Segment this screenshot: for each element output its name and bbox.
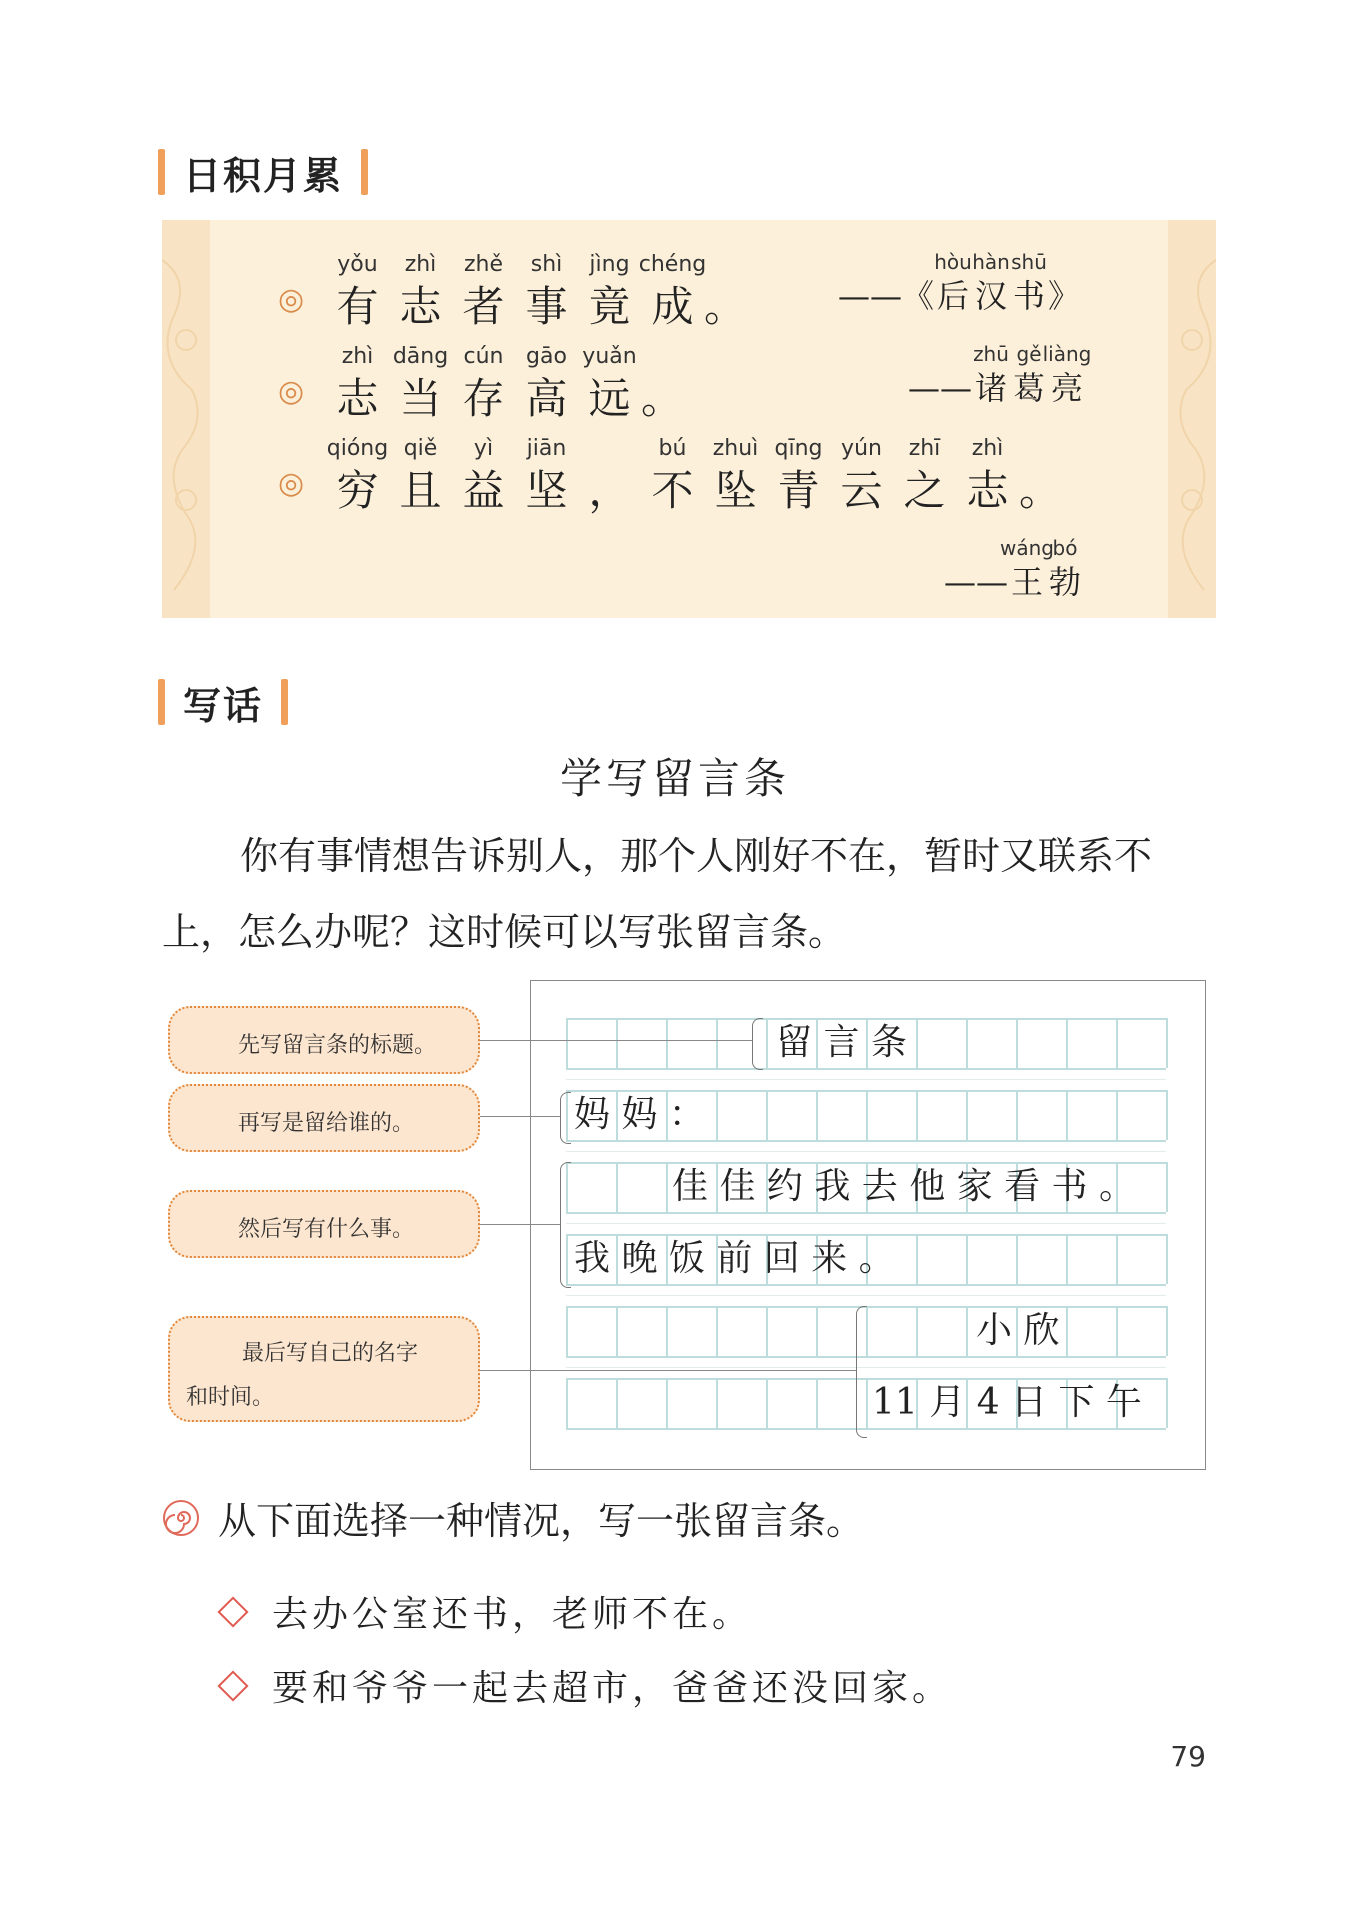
ruby-char (1042, 342, 1092, 408)
grid-line (966, 1306, 968, 1356)
heading-bar-left (158, 149, 165, 195)
sample-body-1: 佳 佳 约 我 去 他 家 看 书 。 (672, 1166, 1135, 1207)
ruby-char (972, 250, 1010, 316)
grid-line (716, 1306, 718, 1356)
grid-line (1116, 1234, 1118, 1284)
bracket-title (752, 1018, 763, 1070)
hanzi: 诸 (974, 369, 1007, 407)
hanzi: 葛 (1012, 369, 1045, 407)
section-title: 写话 (183, 683, 264, 728)
grid-line (766, 1306, 768, 1356)
ruby-char (956, 436, 1019, 516)
ruby-char (578, 344, 641, 424)
task-prompt (162, 1490, 864, 1545)
hanzi: 不 (651, 466, 694, 515)
grid-line (566, 1140, 1166, 1142)
grid-line (1166, 1090, 1168, 1140)
leader-line-signature (480, 1370, 856, 1371)
hanzi: 远 (588, 374, 631, 423)
note-text: 和时间。 (186, 1385, 275, 1410)
grid-line (666, 1378, 668, 1428)
sample-name: 小 欣 (976, 1310, 1060, 1351)
grid-line (1166, 1306, 1168, 1356)
section-title: 日积月累 (183, 153, 344, 198)
pinyin: dāng (392, 344, 449, 369)
leader-line-recipient (480, 1116, 560, 1117)
pinyin: gě (1016, 342, 1042, 366)
quote-end-punct: 。 (704, 282, 747, 331)
hanzi: 事 (525, 282, 568, 331)
grid-line (616, 1378, 618, 1428)
pinyin: qióng (326, 436, 389, 461)
ruby-char (1046, 536, 1084, 602)
ruby-char (452, 252, 515, 332)
note-text: 先写留言条的标题。 (238, 1033, 437, 1058)
hanzi: 存 (462, 374, 505, 423)
ruby-char (704, 436, 767, 516)
quote-source (908, 342, 1092, 408)
hanzi: 勃 (1048, 563, 1081, 601)
grid-line (816, 1306, 818, 1356)
paragraph-line-2: 上，怎么办呢？这时候可以写张留言条。 (162, 910, 847, 954)
quote-line (326, 344, 684, 424)
grid-line (566, 1378, 568, 1428)
grid-line (1016, 1234, 1018, 1284)
grid-line (566, 1151, 1166, 1152)
grid-line (866, 1090, 868, 1140)
quote-bullet-icon: ◎ (278, 374, 305, 409)
pinyin: cún (463, 344, 504, 369)
grid-line (616, 1162, 618, 1212)
pinyin: zhě (463, 252, 504, 277)
grid-line (1066, 1018, 1068, 1068)
pinyin: qīng (774, 436, 823, 461)
pinyin: zhì (404, 252, 437, 277)
grid-line (616, 1018, 618, 1068)
grid-line (566, 1212, 1166, 1214)
note-content (168, 1190, 480, 1258)
heading-bar-left (158, 679, 165, 725)
grid-line (716, 1378, 718, 1428)
quote-bullet-icon: ◎ (278, 466, 305, 501)
grid-line (1066, 1234, 1068, 1284)
note-title (168, 1006, 480, 1074)
quote-end-punct: 。 (1019, 466, 1062, 515)
spiral-icon (162, 1499, 200, 1537)
ruby-char (972, 342, 1010, 408)
quote-line (326, 436, 1062, 516)
quote-line (326, 252, 747, 332)
grid-line (966, 1234, 968, 1284)
hanzi: 志 (336, 374, 379, 423)
grid-line (966, 1018, 968, 1068)
grid-line (666, 1306, 668, 1356)
leader-line-title (480, 1040, 752, 1041)
hanzi: 志 (399, 282, 442, 331)
ruby-char (578, 436, 641, 516)
grid-line (1016, 1090, 1018, 1140)
grid-line (916, 1018, 918, 1068)
bracket-recipient (560, 1092, 571, 1144)
pinyin: liàng (1042, 342, 1092, 366)
grid-line (916, 1234, 918, 1284)
pinyin: wáng (1000, 536, 1054, 560)
ruby-char (389, 252, 452, 332)
option-item (222, 1586, 752, 1637)
grid-line (566, 1284, 1166, 1286)
option-text: 要和爷爷一起去超市，爸爸还没回家。 (272, 1668, 953, 1709)
ruby-char (326, 344, 389, 424)
section-heading-accumulate (158, 142, 368, 202)
ruby-char (641, 436, 704, 516)
pinyin: chéng (638, 252, 707, 277)
ruby-char (515, 252, 578, 332)
grid-line (1166, 1378, 1168, 1428)
pinyin: zhì (341, 344, 374, 369)
grid-line (1166, 1018, 1168, 1068)
grid-line (766, 1090, 768, 1140)
heading-bar-right (361, 149, 368, 195)
grid-line (766, 1018, 768, 1068)
grid-line (1116, 1090, 1118, 1140)
grid-line (616, 1306, 618, 1356)
grid-line (766, 1378, 768, 1428)
hanzi: 高 (525, 374, 568, 423)
pinyin: gāo (526, 344, 567, 369)
quote-end-punct: 。 (641, 374, 684, 423)
ornament-right (1168, 220, 1216, 618)
grid-line (1166, 1162, 1168, 1212)
ornament-left (162, 220, 210, 618)
ruby-char (452, 344, 515, 424)
hanzi: 益 (462, 466, 505, 515)
pinyin: zhī (908, 436, 941, 461)
grid-line (1166, 1234, 1168, 1284)
hanzi: 书 (1013, 277, 1046, 315)
ruby-char (515, 436, 578, 516)
hanzi: 坠 (714, 466, 757, 515)
pinyin: yuǎn (582, 344, 637, 369)
grid-line (916, 1090, 918, 1140)
ruby-char (934, 250, 972, 316)
hanzi: 青 (777, 466, 820, 515)
note-signature (168, 1316, 480, 1422)
source-suffix: 》 (1048, 277, 1081, 315)
ruby-char (638, 252, 707, 332)
hanzi: 云 (840, 466, 883, 515)
sample-date: 11 月 4 日 下 午 (872, 1382, 1142, 1423)
pinyin: jìng (589, 252, 630, 277)
hanzi: 志 (966, 466, 1009, 515)
grid-line (566, 1223, 1166, 1224)
grid-line (716, 1090, 718, 1140)
pinyin: yǒu (337, 252, 378, 277)
pinyin: shū (1011, 250, 1047, 274)
ruby-char (1000, 536, 1054, 602)
bracket-signature (856, 1306, 867, 1438)
ruby-char (389, 436, 452, 516)
grid-line (1066, 1090, 1068, 1140)
hanzi: 且 (399, 466, 442, 515)
pinyin: zhū (973, 342, 1009, 366)
grid-line (566, 1068, 1166, 1070)
note-text: 再写是留给谁的。 (238, 1111, 415, 1136)
option-item (222, 1660, 952, 1711)
ruby-char (326, 252, 389, 332)
diamond-icon (217, 1596, 248, 1627)
grid-line (566, 1306, 568, 1356)
pinyin: zhuì (712, 436, 759, 461)
hanzi: 亮 (1050, 369, 1083, 407)
hanzi: ， (588, 466, 631, 515)
grid-line (966, 1090, 968, 1140)
grid-line (816, 1090, 818, 1140)
hanzi: 有 (336, 282, 379, 331)
hanzi: 之 (903, 466, 946, 515)
page-number: 79 (1170, 1740, 1206, 1773)
sample-greeting: 妈 妈 ： (574, 1094, 705, 1135)
hanzi: 坚 (525, 466, 568, 515)
sample-body-2: 我 晚 饭 前 回 来 。 (574, 1238, 895, 1279)
heading-bar-right (281, 679, 288, 725)
grid-line (1116, 1018, 1118, 1068)
hanzi: 穷 (336, 466, 379, 515)
note-text: 最后写自己的名字 (242, 1341, 419, 1366)
grid-line (1016, 1018, 1018, 1068)
source-prefix: —— (908, 369, 972, 407)
task-text: 从下面选择一种情况，写一张留言条。 (218, 1499, 865, 1543)
ruby-char (830, 436, 893, 516)
section-heading-writing (158, 672, 288, 732)
pinyin: hòu (934, 250, 972, 274)
note-recipient (168, 1084, 480, 1152)
hanzi: 当 (399, 374, 442, 423)
ruby-char (767, 436, 830, 516)
hanzi: 竟 (588, 282, 631, 331)
source-prefix: ——《 (838, 277, 935, 315)
hanzi: 后 (937, 277, 970, 315)
pinyin: bó (1052, 536, 1078, 560)
ruby-char (578, 252, 641, 332)
ruby-char (389, 344, 452, 424)
grid-line (916, 1306, 918, 1356)
note-text: 然后写有什么事。 (238, 1217, 415, 1242)
hanzi: 汉 (975, 277, 1008, 315)
quote-bullet-icon: ◎ (278, 282, 305, 317)
grid-line (566, 1018, 568, 1068)
option-text: 去办公室还书，老师不在。 (272, 1594, 753, 1635)
pinyin: yì (473, 436, 494, 461)
ruby-char (1010, 250, 1048, 316)
pinyin: jiān (526, 436, 567, 461)
essay-title: 学写留言条 (559, 754, 790, 803)
pinyin: yún (841, 436, 882, 461)
grid-line (716, 1018, 718, 1068)
grid-line (566, 1079, 1166, 1080)
source-prefix: —— (944, 563, 1008, 601)
hanzi: 者 (462, 282, 505, 331)
leader-line-content (480, 1224, 560, 1225)
grid-line (1066, 1306, 1068, 1356)
hanzi: 王 (1010, 563, 1043, 601)
grid-line (566, 1295, 1166, 1296)
hanzi: 成 (651, 282, 694, 331)
pinyin: hàn (972, 250, 1010, 274)
pinyin: shì (530, 252, 563, 277)
sample-title: 留 言 条 (776, 1022, 907, 1063)
ruby-char (515, 344, 578, 424)
ruby-char (326, 436, 389, 516)
quote-source (838, 250, 1080, 316)
ruby-char (893, 436, 956, 516)
grid-line (1116, 1306, 1118, 1356)
pinyin: bú (658, 436, 687, 461)
bracket-content (560, 1162, 571, 1288)
grid-line (666, 1018, 668, 1068)
grid-line (666, 1162, 668, 1212)
grid-line (816, 1378, 818, 1428)
pinyin: zhì (971, 436, 1004, 461)
paragraph-line-1: 你有事情想告诉别人，那个人刚好不在，暂时又联系不 (240, 834, 1153, 878)
diamond-icon (217, 1670, 248, 1701)
ruby-char (452, 436, 515, 516)
pinyin: qiě (403, 436, 438, 461)
quote-source (944, 536, 1084, 602)
